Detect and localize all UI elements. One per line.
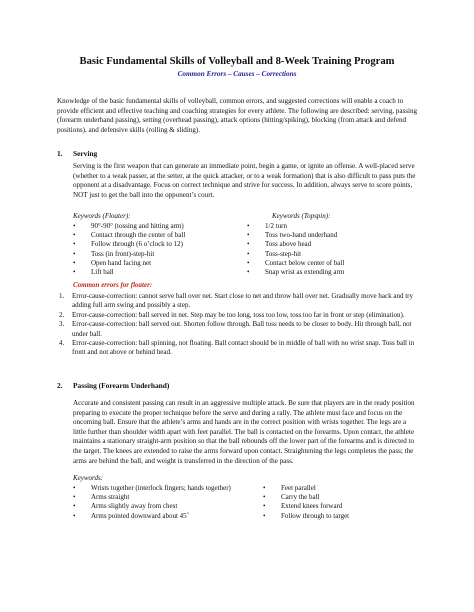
list-item: • Lift ball (73, 268, 114, 277)
list-item: • 1/2 turn (247, 222, 287, 230)
list-item: • Arms pointed downward about 45˚ (73, 511, 189, 520)
document-title: Basic Fundamental Skills of Volleyball and 8-Week Training Program (79, 56, 395, 67)
list-item: • Arms slightly away from chest (73, 502, 178, 511)
list-item: • Contact below center of ball (247, 258, 345, 267)
list-item: • Arms straight (73, 493, 130, 502)
list-item: 4. Error-cause-correction: ball spinning, not floating. Ball contact should be in middle of ball with no wrist snap. Toss ball in front and not above or behind head. (59, 339, 415, 357)
list-item: • Carry the ball (263, 493, 320, 502)
list-item: 3. Error-cause-correction: ball served out. Shorten follow through. Ball toss needs to be closer to body. Hit through ball, not under ball. (59, 320, 412, 338)
keywords-floater-title: Keywords (Floater): (73, 212, 131, 220)
errors-floater-title: Common errors for floater: (73, 281, 153, 289)
list-item: • Follow through to target (263, 511, 350, 520)
list-item: • Toss above head (247, 240, 312, 249)
list-item: • Feet parallel (263, 484, 316, 492)
list-item: • Toss-step-hit (247, 249, 302, 258)
section-title: Serving (73, 149, 98, 158)
document-subtitle: Common Errors – Causes – Corrections (177, 70, 297, 78)
section-heading-passing (57, 381, 169, 390)
intro-paragraph: Knowledge of the basic fundamental skills of volleyball, common errors, and suggested corrections will enable a coach to provide efficient and effective teaching and coaching strategies for every athlete. The following are described: serving, passing (forearm underhand passing), setting (overhead passing), attack options (hitting/spiking), blocking (from attack and defend positions), and defensive skills (rolling & sliding). (57, 97, 418, 134)
passing-paragraph: Accurate and consistent passing can result in an aggressive multiple attack. Be sure that players are in the ready position preparing to execute the proper technique before the serve and during a rally. The athlete must face and focus on the oncoming ball. Ensure that the athlete’s arms and hands are in the correct position with wrists together. The legs are a little further than shoulder width apart with feet parallel. The ball is contacted on the forearms. Upon contact, the athlete maintains a stationary straight-arm position so that the ball rebounds off the lower part of the forearms and is directed to the target. The knees are extended to raise the arms forward upon contact. Straightening the legs completes the pass; the arms are behind the ball, and weight is transferred in the direction of the pass. (73, 399, 415, 465)
section-heading-serving (57, 149, 97, 158)
keywords-passing-left-list (73, 484, 231, 521)
keywords-passing-title: Keywords: (73, 474, 104, 482)
section-number: 1. (57, 149, 63, 158)
section-title: Passing (Forearm Underhand) (73, 381, 170, 390)
errors-floater-list (59, 292, 419, 358)
keywords-topspin-list (247, 222, 344, 277)
list-item: • 90°-90° (tossing and hitting arm) (73, 222, 184, 230)
list-item: • Toss (in front)-step-hit (73, 249, 155, 258)
list-item: • Wrists together (interlock fingers; hands together) (73, 484, 231, 492)
list-item: 1. Error-cause-correction: cannot serve ball over net. Start close to net and throw ball over net. Gradually move back and try adding full arm swing and possibly a step. (59, 292, 413, 310)
list-item: • Snap wrist as extending arm (247, 268, 345, 277)
list-item: • Contact through the center of ball (73, 231, 186, 240)
list-item: • Toss two-hand underhand (247, 231, 338, 240)
section-number: 2. (57, 381, 63, 390)
list-item: • Follow through (6 o’clock to 12) (73, 240, 183, 249)
list-item: 2. Error-cause-correction: ball served in net. Step may be too long, toss too low, toss too far in front or step (elimination). (59, 310, 405, 319)
list-item: • Open hand facing net (73, 258, 152, 267)
keywords-topspin-title: Keywords (Topspin): (272, 212, 331, 220)
list-item: • Extend knees forward (263, 502, 343, 511)
serving-paragraph: Serving is the first weapon that can generate an immediate point, begin a game, or ignite an offense. A well-placed serve (whether to a weak passer, at the setter, at the quick attacker, or to a weak formation) that is also difficult to pass puts the opponent at a disadvantage. Focus on correct technique and strive for success. In addition, always serve to score points, NOT just to get the ball into the opponent’s court. (73, 162, 416, 199)
keywords-floater-list (73, 222, 185, 277)
keywords-passing-right-list (263, 484, 349, 521)
